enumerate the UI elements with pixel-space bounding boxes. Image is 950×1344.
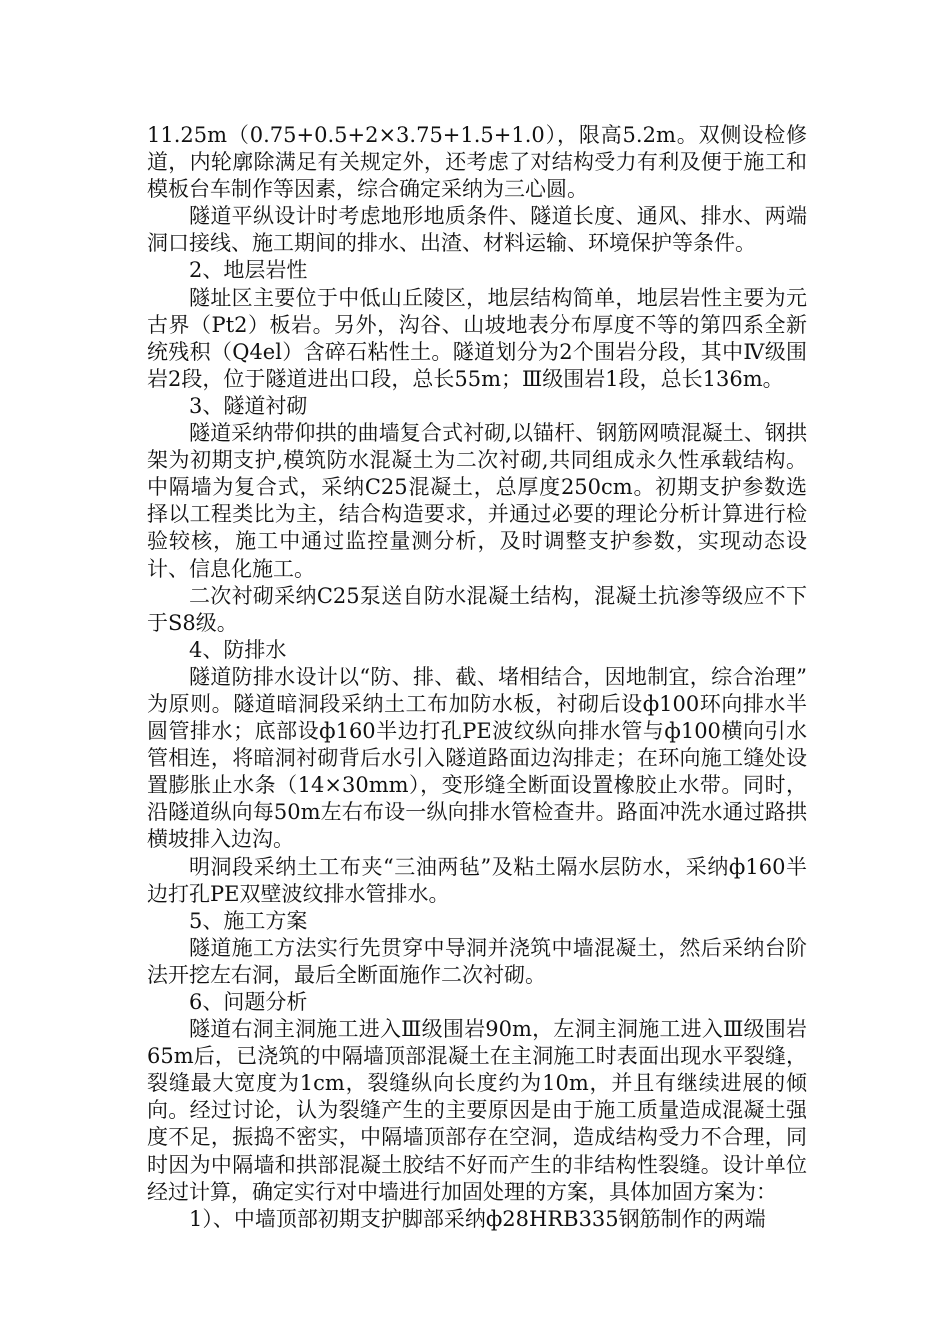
paragraph-open-cut-waterproofing: 明洞段采纳土工布夹“三油两毡”及粘土隔水层防水，采纳ф160半边打孔PE双壁波纹排水管排水。 <box>147 854 807 906</box>
section-heading-lining: 3、隧道衬砌 <box>189 393 308 418</box>
paragraph-waterproofing: 隧道防排水设计以“防、排、截、堵相结合，因地制宜，综合治理” 为原则。隧道暗洞段采纳土工布加防水板，衬砌后设ф100环向排水半圆管排水；底部设ф160半边打孔PE波纹纵向排水管与ф100横向引水管相连，将暗洞衬砌背后水引入隧道路面边沟排走；在环向施工缝处设置膨胀止水条（14×30mm），变形缝全断面设置橡胶止水带。同时，沿隧道纵向每50m左右布设一纵向排水管检查井。路面冲洗水通过路拱横坡排入边沟。 <box>147 664 807 852</box>
paragraph-secondary-lining: 二次衬砌采纳C25泵送自防水混凝土结构，混凝土抗渗等级应不下于S8级。 <box>147 583 807 635</box>
section-heading-problem-analysis: 6、问题分析 <box>189 990 308 1014</box>
paragraph-lining: 隧道采纳带仰拱的曲墙复合式衬砌,以锚杆、钢筋网喷混凝土、钢拱架为初期支护,模筑防水混凝土为二次衬砌,共同组成永久性承载结构。中隔墙为复合式，采纳C25混凝土，总厚度250cm。初期支护参数选择以工程类比为主，结合构造要求，并通过必要的理论分析计算进行检验较核，施工中通过监控量测分析，及时调整支护参数，实现动态设计、信息化施工。 <box>147 421 807 581</box>
paragraph-geology: 隧址区主要位于中低山丘陵区，地层结构简单，地层岩性主要为元古界（Pt2）板岩。另外，沟谷、山坡地表分布厚度不等的第四系全新统残积（Q4el）含碎石粘性土。隧道划分为2个围岩分段，其中Ⅳ级围岩2段，位于隧道进出口段，总长55m；Ⅲ级围岩1段，总长136m。 <box>147 285 807 391</box>
paragraph-cross-section: 11.25m（0.75+0.5+2×3.75+1.5+1.0），限高5.2m。双侧设检修道，内轮廓除满足有关规定外，还考虑了对结构受力有利及便于施工和模板台车制作等因素，综合确定采纳为三心圆。 <box>147 123 807 202</box>
paragraph-reinforcement-item-1: 1）、中墙顶部初期支护脚部采纳ф28HRB335钢筋制作的两端 <box>189 1206 766 1231</box>
section-heading-waterproofing: 4、防排水 <box>189 637 287 662</box>
paragraph-alignment-design: 隧道平纵设计时考虑地形地质条件、隧道长度、通风、排水、两端洞口接线、施工期间的排水、出渣、材料运输、环境保护等条件。 <box>147 204 807 256</box>
document-body <box>147 122 807 1233</box>
paragraph-construction-plan: 隧道施工方法实行先贯穿中导洞并浇筑中墙混凝土，然后采纳台阶法开挖左右洞，最后全断面施作二次衬砌。 <box>147 935 807 987</box>
section-heading-geology: 2、地层岩性 <box>189 258 308 283</box>
section-heading-construction-plan: 5、施工方案 <box>189 908 308 933</box>
paragraph-problem-analysis: 隧道右洞主洞施工进入Ⅲ级围岩90m，左洞主洞施工进入Ⅲ级围岩65m后，已浇筑的中隔墙顶部混凝土在主洞施工时表面出现水平裂缝，裂缝最大宽度为1cm，裂缝纵向长度约为10m，并且有继续进展的倾向。经过讨论，认为裂缝产生的主要原因是由于施工质量造成混凝土强度不足，振捣不密实，中隔墙顶部存在空洞，造成结构受力不合理，同时因为中隔墙和拱部混凝土胶结不好而产生的非结构性裂缝。设计单位经过计算，确定实行对中墙进行加固处理的方案，具体加固方案为： <box>147 1017 807 1204</box>
